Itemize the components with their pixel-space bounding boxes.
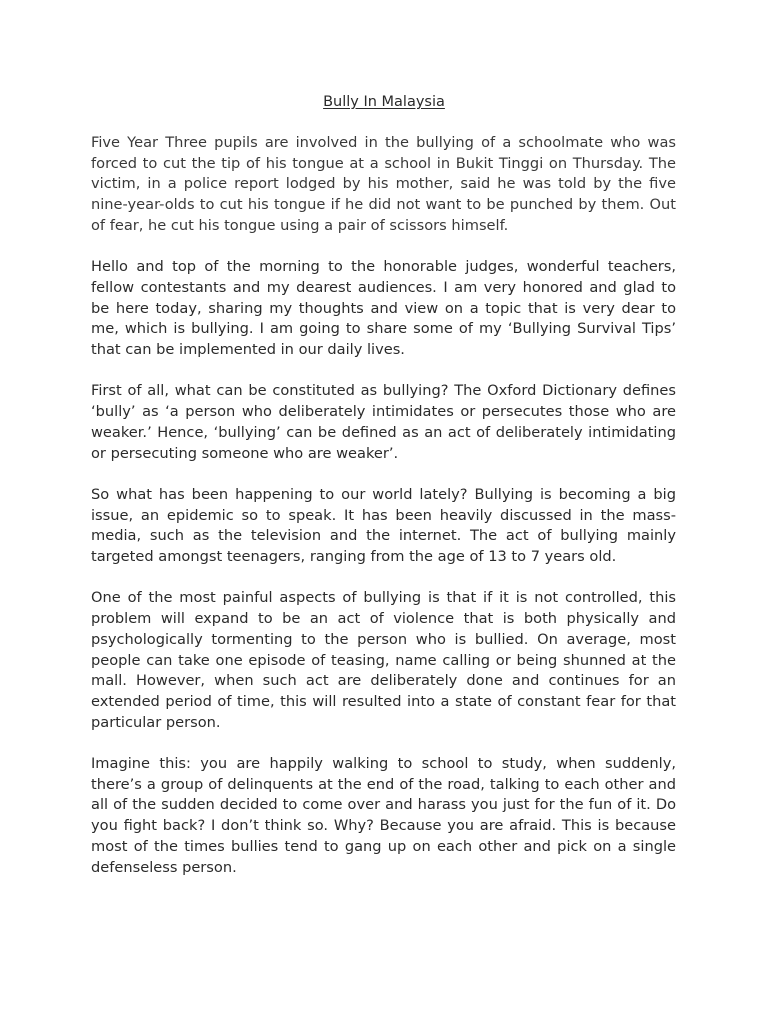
paragraph-epidemic: So what has been happening to our world lately? Bullying is becoming a big issue, an epidemic so to speak. It has been heavily discussed in the mass-media, such as the television and the internet. The act of bullying mainly targeted amongst teenagers, ranging from the age of 13 to 7 years old. — [91, 485, 676, 566]
document-body — [91, 133, 676, 899]
document-title: Bully In Malaysia — [323, 94, 445, 110]
paragraph-news-excerpt: Five Year Three pupils are involved in the bullying of a schoolmate who was forced to cut the tip of his tongue at a school in Bukit Tinggi on Thursday. The victim, in a police report lodged by his mother, said he was told by the five nine-year-olds to cut his tongue if he did not want to be punched by them. Out of fear, he cut his tongue using a pair of scissors himself. — [91, 134, 676, 234]
paragraph-definition: First of all, what can be constituted as bullying? The Oxford Dictionary defines ‘bully’ as ‘a person who deliberately intimidates or persecutes those who are weaker.’ Hence, ‘bullying’ can be defined as an act of deliberately intimidating or persecuting someone who are weaker’. — [91, 382, 676, 462]
paragraph-imagine: Imagine this: you are happily walking to school to study, when suddenly, there’s a group of delinquents at the end of the road, talking to each other and all of the sudden decided to come over and harass you just for the fun of it. Do you fight back? I don’t think so. Why? Because you are afraid. This is because most of the times bullies tend to gang up on each other and pick on a single defenseless person. — [91, 755, 676, 876]
paragraph-greeting: Hello and top of the morning to the honorable judges, wonderful teachers, fellow contestants and my dearest audiences. I am very honored and glad to be here today, sharing my thoughts and view on a topic that is very dear to me, which is bullying. I am going to share some of my ‘Bullying Survival Tips’ that can be implemented in our daily lives. — [91, 258, 676, 359]
paragraph-painful-aspects: One of the most painful aspects of bullying is that if it is not controlled, this problem will expand to be an act of violence that is both physically and psychologically tormenting to the person who is bullied. On average, most people can take one episode of teasing, name calling or being shunned at the mall. However, when such act are deliberately done and continues for an extended period of time, this will resulted into a state of constant fear for that particular person. — [91, 589, 676, 731]
